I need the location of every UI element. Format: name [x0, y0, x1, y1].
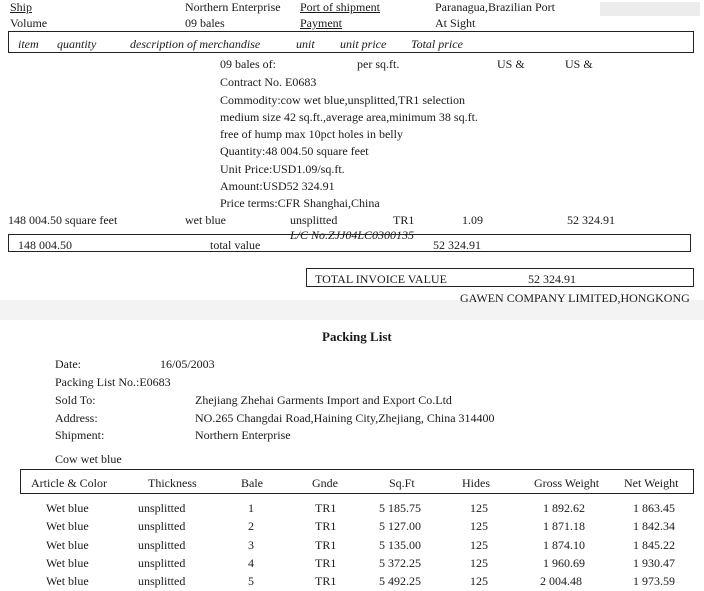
cell-sqft: 5 492.25: [379, 574, 421, 588]
cell-thickness: unsplitted: [138, 574, 186, 588]
cell-sqft: 5 185.75: [379, 501, 421, 515]
port-value: Paranagua,Brazilian Port: [435, 0, 555, 14]
quality-spec: free of hump max 10pct holes in belly: [220, 127, 403, 141]
col-quantity: quantity: [57, 37, 97, 51]
cell-grade: TR1: [315, 556, 337, 570]
bales-line: 09 bales of:: [220, 57, 276, 71]
cell-article: Wet blue: [46, 538, 89, 552]
col-gross-weight: Gross Weight: [534, 476, 600, 490]
col-grade: Gnde: [312, 476, 338, 490]
cell-article: Wet blue: [46, 556, 89, 570]
col-unit-price: unit price: [340, 37, 387, 51]
cell-article: Wet blue: [46, 574, 89, 588]
commodity: Commodity:cow wet blue,unsplitted,TR1 selection: [220, 93, 465, 107]
invoice-total-amount: 52 324.91: [528, 272, 576, 286]
ship-label: Ship: [10, 0, 33, 14]
cell-hides: 125: [470, 501, 488, 515]
cell-net: 1 863.45: [633, 501, 675, 515]
cell-gross: 1 874.10: [543, 538, 585, 552]
cell-grade: TR1: [315, 574, 337, 588]
line-grade: TR1: [393, 213, 415, 227]
line-description: wet blue: [185, 213, 226, 227]
cell-sqft: 5 372.25: [379, 556, 421, 570]
cell-hides: 125: [470, 519, 488, 533]
volume-label: Volume: [10, 16, 48, 30]
col-net-weight: Net Weight: [624, 476, 679, 490]
cell-bale: 4: [248, 556, 254, 570]
cell-net: 1 973.59: [633, 574, 675, 588]
col-bale: Bale: [241, 476, 263, 490]
cell-grade: TR1: [315, 538, 337, 552]
cell-gross: 1 871.18: [543, 519, 585, 533]
cell-article: Wet blue: [46, 501, 89, 515]
cell-gross: 1 892.62: [543, 501, 585, 515]
payment-value: At Sight: [435, 16, 476, 30]
price-terms: Price terms:CFR Shanghai,China: [220, 196, 380, 210]
sold-to-value: Zhejiang Zhehai Garments Import and Export Co.Ltd: [195, 393, 452, 407]
cell-bale: 5: [248, 574, 254, 588]
col-thickness: Thickness: [148, 476, 197, 490]
amount-spec: Amount:USD52 324.91: [220, 179, 335, 193]
cell-hides: 125: [470, 538, 488, 552]
company-name: GAWEN COMPANY LIMITED,HONGKONG: [460, 291, 690, 305]
cell-net: 1 842.34: [633, 519, 675, 533]
date-label: Date:: [55, 357, 81, 371]
line-total: 52 324.91: [567, 213, 615, 227]
per-unit: per sq.ft.: [357, 57, 400, 71]
scan-bleed-top: [600, 2, 700, 16]
cell-grade: TR1: [315, 501, 337, 515]
cell-bale: 2: [248, 519, 254, 533]
address-label: Address:: [55, 411, 98, 425]
cell-sqft: 5 127.00: [379, 519, 421, 533]
cell-thickness: unsplitted: [138, 501, 186, 515]
cell-thickness: unsplitted: [138, 556, 186, 570]
cell-thickness: unsplitted: [138, 519, 186, 533]
shipment-value: Northern Enterprise: [195, 428, 291, 442]
contract-number: Contract No. E0683: [220, 75, 317, 89]
cell-net: 1 845.22: [633, 538, 675, 552]
col-sqft: Sq.Ft: [389, 476, 415, 490]
col-description: description of merchandise: [130, 37, 261, 51]
packing-list-number: Packing List No.:E0683: [55, 375, 171, 389]
cell-bale: 1: [248, 501, 254, 515]
totals-amount: 52 324.91: [433, 238, 481, 252]
totals-quantity: 148 004.50: [18, 238, 72, 252]
col-unit: unit: [296, 37, 315, 51]
col-total-price: Total price: [411, 37, 463, 51]
size-spec: medium size 42 sq.ft.,average area,minimum 38 sq.ft.: [220, 110, 478, 124]
address-value: NO.265 Changdai Road,Haining City,Zhejiang, China 314400: [195, 411, 495, 425]
date-value: 16/05/2003: [160, 357, 215, 371]
cell-thickness: unsplitted: [138, 538, 186, 552]
cell-article: Wet blue: [46, 519, 89, 533]
cell-gross: 1 960.69: [543, 556, 585, 570]
currency-2: US &: [565, 57, 593, 71]
line-quantity: 148 004.50 square feet: [8, 213, 118, 227]
ship-value: Northern Enterprise: [185, 0, 281, 14]
cell-bale: 3: [248, 538, 254, 552]
line-split: unsplitted: [290, 213, 338, 227]
lc-number: L/C No.ZJJ04LC0300135: [290, 228, 415, 242]
col-item: item: [18, 37, 39, 51]
quantity-spec: Quantity:48 004.50 square feet: [220, 144, 369, 158]
cell-sqft: 5 135.00: [379, 538, 421, 552]
cell-gross: 2 004.48: [540, 574, 582, 588]
packing-list-title: Packing List: [322, 329, 392, 344]
unit-price-spec: Unit Price:USD1.09/sq.ft.: [220, 162, 345, 176]
product-name: Cow wet blue: [55, 452, 122, 466]
cell-net: 1 930.47: [633, 556, 675, 570]
payment-label: Payment: [300, 16, 342, 30]
totals-row: [8, 234, 691, 252]
line-unit-price: 1.09: [462, 213, 483, 227]
currency-1: US &: [497, 57, 525, 71]
cell-grade: TR1: [315, 519, 337, 533]
cell-hides: 125: [470, 574, 488, 588]
port-label: Port of shipment: [300, 0, 380, 14]
invoice-total-label: TOTAL INVOICE VALUE: [315, 272, 447, 286]
volume-value: 09 bales: [185, 16, 225, 30]
sold-to-label: Sold To:: [55, 393, 96, 407]
cell-hides: 125: [470, 556, 488, 570]
col-hides: Hides: [462, 476, 490, 490]
col-article-color: Article & Color: [31, 476, 107, 490]
totals-label: total value: [210, 238, 261, 252]
shipment-label: Shipment:: [55, 428, 105, 442]
